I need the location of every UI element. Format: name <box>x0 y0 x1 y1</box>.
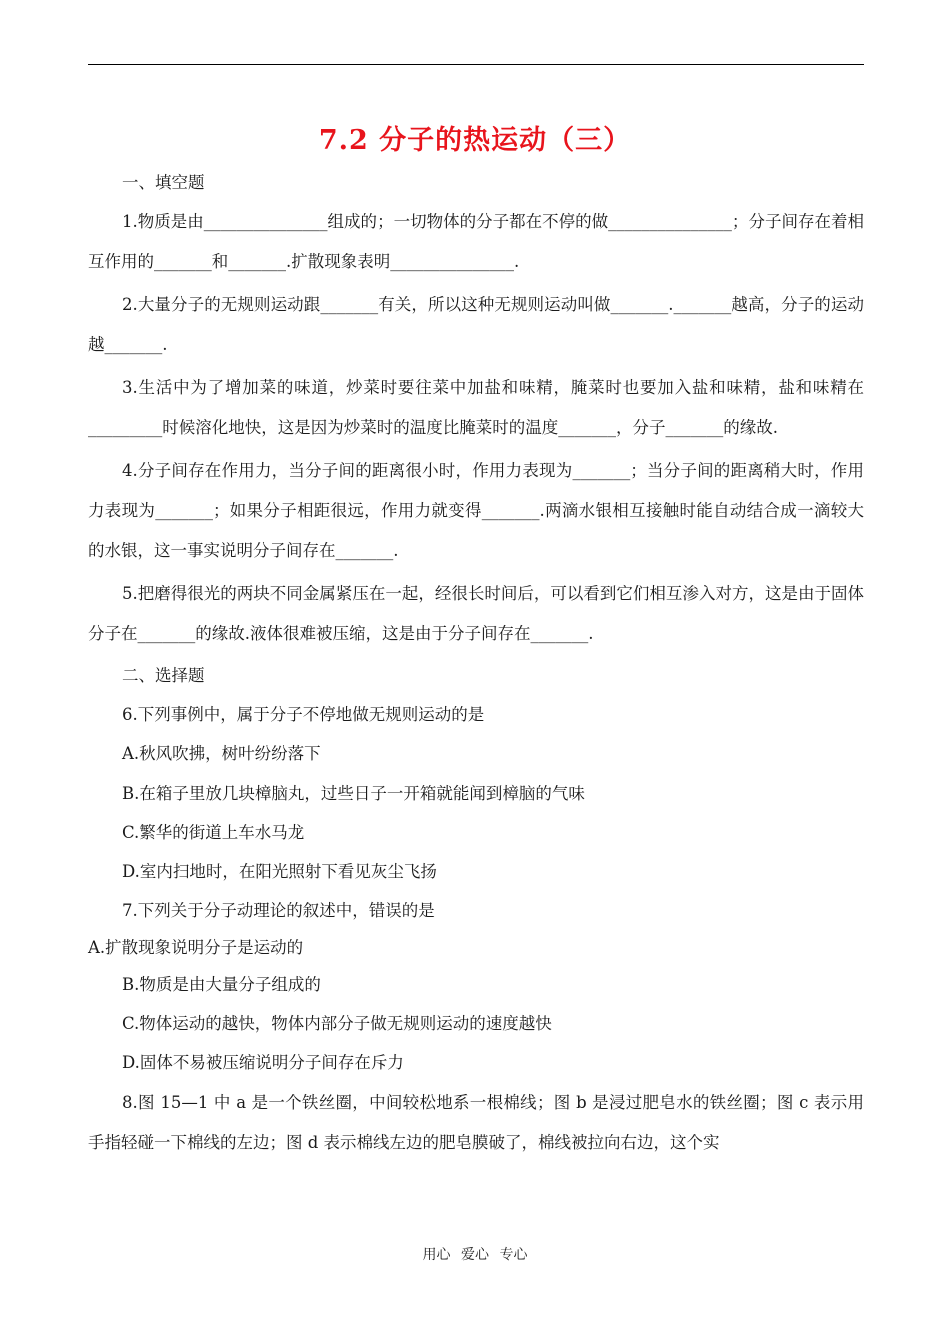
question-1: 1.物质是由_______________组成的；一切物体的分子都在不停的做_______________；分子间存在着相互作用的_______和_______.扩散现象表明_______________. <box>88 212 864 271</box>
question-8: 8.图 15—1 中 a 是一个铁丝圈，中间较松地系一根棉线；图 b 是浸过肥皂水的铁丝圈；图 c 表示用手指轻碰一下棉线的左边；图 d 表示棉线左边的肥皂膜破了，棉线被拉向右边，这个实 <box>88 1092 864 1152</box>
question-6-option-d: D.室内扫地时，在阳光照射下看见灰尘飞扬 <box>122 862 437 882</box>
question-7-option-d: D.固体不易被压缩说明分子间存在斥力 <box>122 1053 404 1073</box>
question-4: 4.分子间存在作用力，当分子间的距离很小时，作用力表现为_______；当分子间的距离稍大时，作用力表现为_______；如果分子相距很远，作用力就变得_______.两滴水银相互接触时能自动结合成一滴较大的水银，这一事实说明分子间存在_______. <box>88 461 864 560</box>
header-rule <box>88 64 864 65</box>
page-title: 7.2 分子的热运动（三） <box>318 125 632 156</box>
question-6: 6.下列事例中，属于分子不停地做无规则运动的是 <box>122 705 485 724</box>
question-5: 5.把磨得很光的两块不同金属紧压在一起，经很长时间后，可以看到它们相互渗入对方，这是由于固体分子在_______的缘故.液体很难被压缩，这是由于分子间存在_______. <box>88 584 864 643</box>
question-7-option-c: C.物体运动的越快，物体内部分子做无规则运动的速度越快 <box>122 1014 552 1034</box>
question-7-option-b: B.物质是由大量分子组成的 <box>122 974 321 994</box>
section-heading-fill-blank: 一、填空题 <box>122 173 205 192</box>
question-3: 3.生活中为了增加菜的味道，炒菜时要往菜中加盐和味精，腌菜时也要加入盐和味精，盐和味精在_________时候溶化地快，这是因为炒菜时的温度比腌菜时的温度_______，分子_______的缘故. <box>88 378 864 437</box>
question-6-option-a: A.秋风吹拂，树叶纷纷落下 <box>122 744 321 764</box>
question-6-option-c: C.繁华的街道上车水马龙 <box>122 822 305 842</box>
question-6-option-b: B.在箱子里放几块樟脑丸，过些日子一开箱就能闻到樟脑的气味 <box>122 783 585 803</box>
section-heading-multiple-choice: 二、选择题 <box>122 666 205 685</box>
page-footer: 用心 爱心 专心 <box>422 1247 528 1263</box>
question-7: 7.下列关于分子动理论的叙述中，错误的是 <box>122 901 435 921</box>
document-body <box>88 164 864 1166</box>
question-7-option-a: A.扩散现象说明分子是运动的 <box>88 937 304 957</box>
question-2: 2.大量分子的无规则运动跟_______有关，所以这种无规则运动叫做_______._______越高，分子的运动越_______. <box>88 295 864 354</box>
